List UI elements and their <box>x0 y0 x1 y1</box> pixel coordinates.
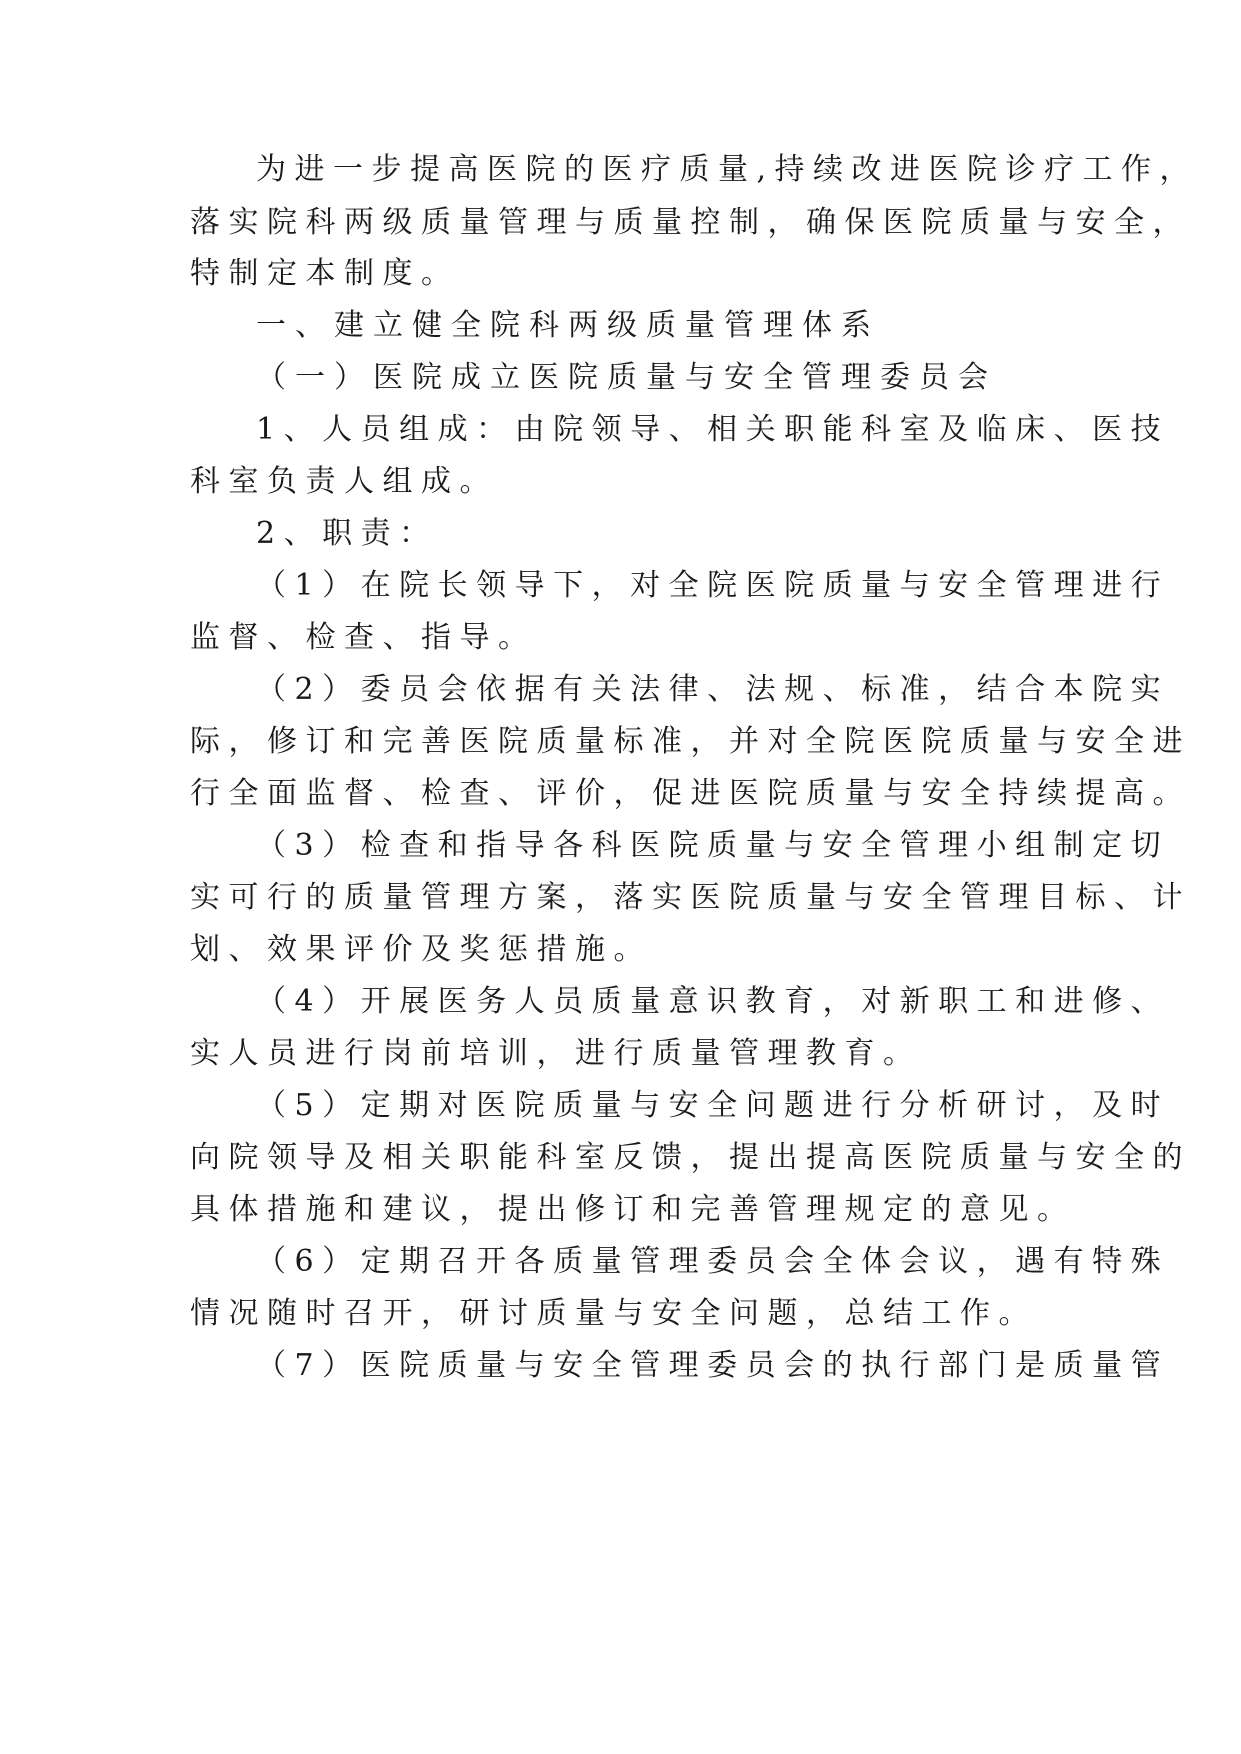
duty-5-line-1: （5）定期对医院质量与安全问题进行分析研讨，及时 <box>256 1088 1170 1123</box>
duty-1-line-2: 监督、检查、指导。 <box>190 620 537 655</box>
duty-2-line-1: （2）委员会依据有关法律、法规、标准，结合本院实 <box>256 672 1170 707</box>
duty-4-line-2: 实人员进行岗前培训，进行质量管理教育。 <box>190 1036 922 1071</box>
paragraph-line-intro-3: 特制定本制度。 <box>190 256 460 291</box>
duty-2-line-3: 行全面监督、检查、评价，促进医院质量与安全持续提高。 <box>190 776 1191 811</box>
duty-3-line-3: 划、效果评价及奖惩措施。 <box>190 932 652 967</box>
duty-1-line-1: （1）在院长领导下，对全院医院质量与安全管理进行 <box>256 568 1170 603</box>
duty-4-line-1: （4）开展医务人员质量意识教育，对新职工和进修、 <box>256 984 1170 1019</box>
section-heading-1: 一、建立健全院科两级质量管理体系 <box>256 308 880 343</box>
duty-3-line-2: 实可行的质量管理方案，落实医院质量与安全管理目标、计 <box>190 880 1191 915</box>
duty-2-line-2: 际，修订和完善医院质量标准，并对全院医院质量与安全进 <box>190 724 1191 759</box>
duty-5-line-2: 向院领导及相关职能科室反馈，提出提高医院质量与安全的 <box>190 1140 1191 1175</box>
item-2-heading: 2、职责： <box>256 516 438 551</box>
duty-6-line-2: 情况随时召开，研讨质量与安全问题，总结工作。 <box>190 1296 1037 1331</box>
duty-5-line-3: 具体措施和建议，提出修订和完善管理规定的意见。 <box>190 1192 1076 1227</box>
item-1-line-1: 1、人员组成：由院领导、相关职能科室及临床、医技 <box>256 412 1170 447</box>
duty-6-line-1: （6）定期召开各质量管理委员会全体会议，遇有特殊 <box>256 1244 1170 1279</box>
duty-7-line-1: （7）医院质量与安全管理委员会的执行部门是质量管 <box>256 1348 1170 1383</box>
paragraph-line-intro-2: 落实院科两级质量管理与质量控制，确保医院质量与安全， <box>190 205 1191 240</box>
paragraph-line-intro-1: 为进一步提高医院的医疗质量,持续改进医院诊疗工作， <box>256 152 1199 187</box>
duty-3-line-1: （3）检查和指导各科医院质量与安全管理小组制定切 <box>256 828 1170 863</box>
subsection-heading-1: （一）医院成立医院质量与安全管理委员会 <box>256 360 997 395</box>
item-1-line-2: 科室负责人组成。 <box>190 464 498 499</box>
